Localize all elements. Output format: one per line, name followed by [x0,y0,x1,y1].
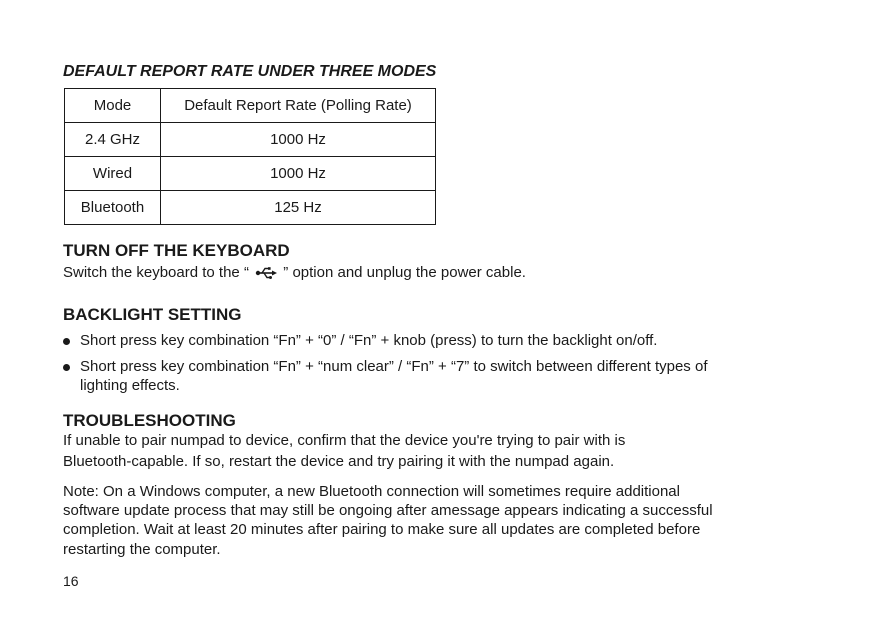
backlight-heading: BACKLIGHT SETTING [63,305,242,324]
table-cell-mode: Wired [65,157,161,191]
table-header-mode: Mode [65,89,161,123]
troubleshooting-paragraph-line: If unable to pair numpad to device, confirm that the device you're trying to pair with is [63,432,626,449]
turn-off-text-after: ” option and unplug the power cable. [283,264,526,281]
bullet-text: Short press key combination “Fn” + “0” / “Fn” + knob (press) to turn the backlight on/off. [80,332,658,349]
troubleshooting-heading: TROUBLESHOOTING [63,411,236,430]
usb-icon [255,266,277,280]
turn-off-heading: TURN OFF THE KEYBOARD [63,241,290,260]
turn-off-instruction [63,262,526,284]
turn-off-text-before: Switch the keyboard to the “ [63,264,249,281]
bullet-icon [63,364,70,371]
table-cell-rate: 1000 Hz [161,123,436,157]
table-row [65,191,436,225]
table-row [65,123,436,157]
table-cell-rate: 1000 Hz [161,157,436,191]
note-paragraph-line: restarting the computer. [63,541,221,558]
bullet-text: Short press key combination “Fn” + “num clear” / “Fn” + “7” to switch between different types of [80,358,708,375]
table-cell-mode: 2.4 GHz [65,123,161,157]
note-paragraph-line: Note: On a Windows computer, a new Bluetooth connection will sometimes require additional [63,483,680,500]
page-number: 16 [63,573,79,589]
table-cell-mode: Bluetooth [65,191,161,225]
report-rate-table-title: DEFAULT REPORT RATE UNDER THREE MODES [63,63,437,80]
note-paragraph-line: software update process that may still be ongoing after amessage appears indicating a successful [63,502,713,519]
bullet-text: lighting effects. [80,377,180,394]
bullet-icon [63,338,70,345]
report-rate-table [64,88,436,225]
table-header-row [65,89,436,123]
table-cell-rate: 125 Hz [161,191,436,225]
note-paragraph-line: completion. Wait at least 20 minutes after pairing to make sure all updates are completed before [63,521,701,538]
table-row [65,157,436,191]
table-header-rate: Default Report Rate (Polling Rate) [161,89,436,123]
troubleshooting-paragraph-line: Bluetooth-capable. If so, restart the device and try pairing it with the numpad again. [63,453,615,470]
